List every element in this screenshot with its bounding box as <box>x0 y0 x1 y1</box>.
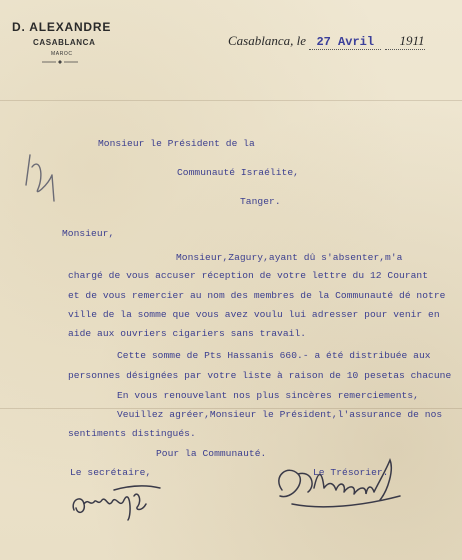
secretary-signature <box>68 470 178 530</box>
body-line: En vous renouvelant nos plus sincères remerciements, <box>117 390 419 401</box>
recipient-line-1: Monsieur le Président de la <box>98 138 255 149</box>
body-line: et de vous remercier au nom des membres de la Communauté dé notre <box>68 290 446 301</box>
signatory-left-title: Le secrétaire, <box>70 467 152 478</box>
body-line: Veuillez agréer,Monsieur le Président,l'assurance de nos <box>117 409 443 420</box>
recipient-line-2: Communauté Israélite, <box>177 167 299 178</box>
margin-annotation <box>22 145 62 205</box>
paper-crease <box>0 100 462 101</box>
salutation: Monsieur, <box>62 228 115 239</box>
closing: Pour la Communauté. <box>156 448 267 459</box>
letterhead-name: D. ALEXANDRE <box>12 20 112 34</box>
body-line: Monsieur,Zagury,ayant dû s'absenter,m'a <box>176 252 403 263</box>
treasurer-signature <box>262 440 412 520</box>
body-line: sentiments distingués. <box>68 428 196 439</box>
letterhead-country: MAROC <box>51 51 73 57</box>
recipient-line-3: Tanger. <box>240 196 281 207</box>
body-line: chargé de vous accuser réception de votre lettre du 12 Courant <box>68 270 429 281</box>
dateline-place: Casablanca, le <box>228 33 306 48</box>
dateline-year: 1911 <box>399 33 425 48</box>
dateline <box>228 33 425 50</box>
body-line: Cette somme de Pts Hassanis 660.- a été distribuée aux <box>117 350 431 361</box>
letterhead-city: CASABLANCA <box>33 38 96 47</box>
body-line: aide aux ouvriers cigariers sans travail. <box>68 328 307 339</box>
body-line: personnes désignées par votre liste à raison de 10 pesetas chacune <box>68 370 452 381</box>
letterhead-ornament <box>40 59 80 65</box>
body-line: ville de la somme que vous avez voulu lui adresser pour venir en <box>68 309 440 320</box>
dateline-day-month: 27 Avril <box>316 35 375 49</box>
signatory-right-title: Le Trésorier. <box>313 467 389 478</box>
